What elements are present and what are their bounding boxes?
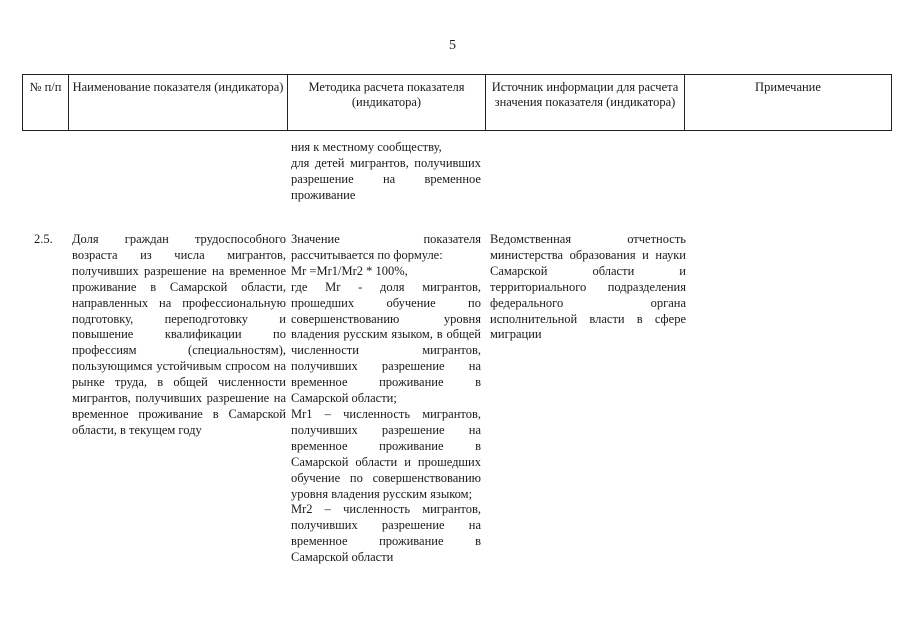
header-calculation-method: Методика расчета показателя (индикатора) <box>288 75 486 131</box>
page-number: 5 <box>449 38 456 53</box>
header-number: № п/п <box>23 75 69 131</box>
row-number: 2.5. <box>34 232 53 246</box>
calculation-method: Значение показателя рассчитывается по формуле: Mr =Mr1/Mr2 * 100%, где Mr - доля мигрантов, прошедших обучение по совершенствованию уровня владения русским языком, в общей численности мигрантов, получивших разрешение на временное проживание в Самарской области; Mr1 – численность мигрантов, получивших разрешение на временное проживание в Самарской области и прошедших обучение по совершенствованию уровня владения русским языком; Mr2 – численность мигрантов, получивших разрешение на временное проживание в Самарской области <box>291 232 481 565</box>
information-source: Ведомственная отчетность министерства образования и науки Самарской области и территориального подразделения федерального органа исполнительной власти в сфере миграции <box>490 232 686 342</box>
indicator-name: Доля граждан трудоспособного возраста из числа мигрантов, получивших разрешение на временное проживание в Самарской области, направленных на профессиональную подготовку, переподготовку и повышение квалификации по профессиям (специальностям), пользующимся устойчивым спросом на рынке труда, в общей численности мигрантов, получивших разрешение на временное проживание в Самарской области, в текущем году <box>72 232 286 437</box>
header-note: Примечание <box>685 75 892 131</box>
table-header-row <box>23 75 892 131</box>
continued-method-text: ния к местному сообществу, для детей мигрантов, получивших разрешение на временное проживание <box>291 140 481 202</box>
indicator-table-header <box>22 74 892 131</box>
header-indicator-name: Наименование показателя (индикатора) <box>69 75 288 131</box>
header-information-source: Источник информации для расчета значения показателя (индикатора) <box>486 75 685 131</box>
